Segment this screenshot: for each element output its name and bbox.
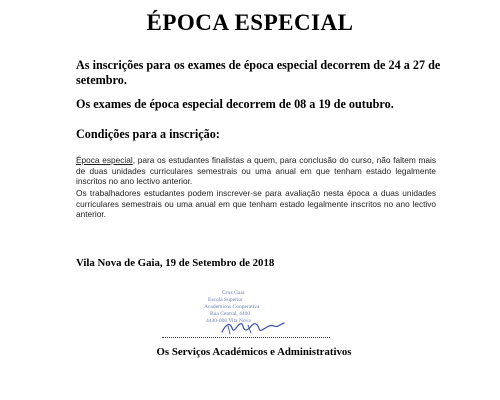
institution-stamp	[200, 288, 300, 338]
signature-line	[162, 337, 330, 338]
registration-period-text: As inscrições para os exames de época especial decorrem de 24 a 27 de setembro.	[76, 58, 441, 87]
condition-lead: Época especial	[76, 155, 133, 165]
conditions-heading: Condições para a inscrição:	[76, 127, 220, 141]
place-date-line: Vila Nova de Gaia, 19 de Setembro de 2018	[76, 257, 275, 269]
condition-text: Os trabalhadores estudantes podem inscrever-se para avaliação nesta época a duas unidades curriculares semestrais ou uma anual em que tenham estado legalmente inscritos no ano lectivo anterior.	[76, 188, 436, 219]
stamp-text-line: Cruz Gaia	[222, 290, 245, 296]
stamp-text-line: Escola Superior	[208, 297, 243, 303]
document-title: ÉPOCA ESPECIAL	[146, 10, 354, 35]
condition-text: , para os estudantes finalistas a quem, para conclusão do curso, não faltem mais de duas unidades curriculares semestrais ou uma anual em que tenham estado legalmente inscritos no ano lectivo anterior.	[76, 155, 436, 186]
exam-period-text: Os exames de época especial decorrem de 08 a 19 de outubro.	[76, 97, 394, 111]
issuer-footer: Os Serviços Académicos e Administrativos	[156, 346, 352, 358]
stamp-text-line: Academicos Cooperativa	[204, 304, 260, 310]
condition-item	[76, 188, 436, 220]
stamp-text-line: Rua Central, 4400	[210, 311, 251, 317]
stamp-text-line: 4430-000 Vila Nova	[206, 318, 251, 324]
condition-item	[76, 155, 436, 187]
signature	[222, 323, 284, 332]
